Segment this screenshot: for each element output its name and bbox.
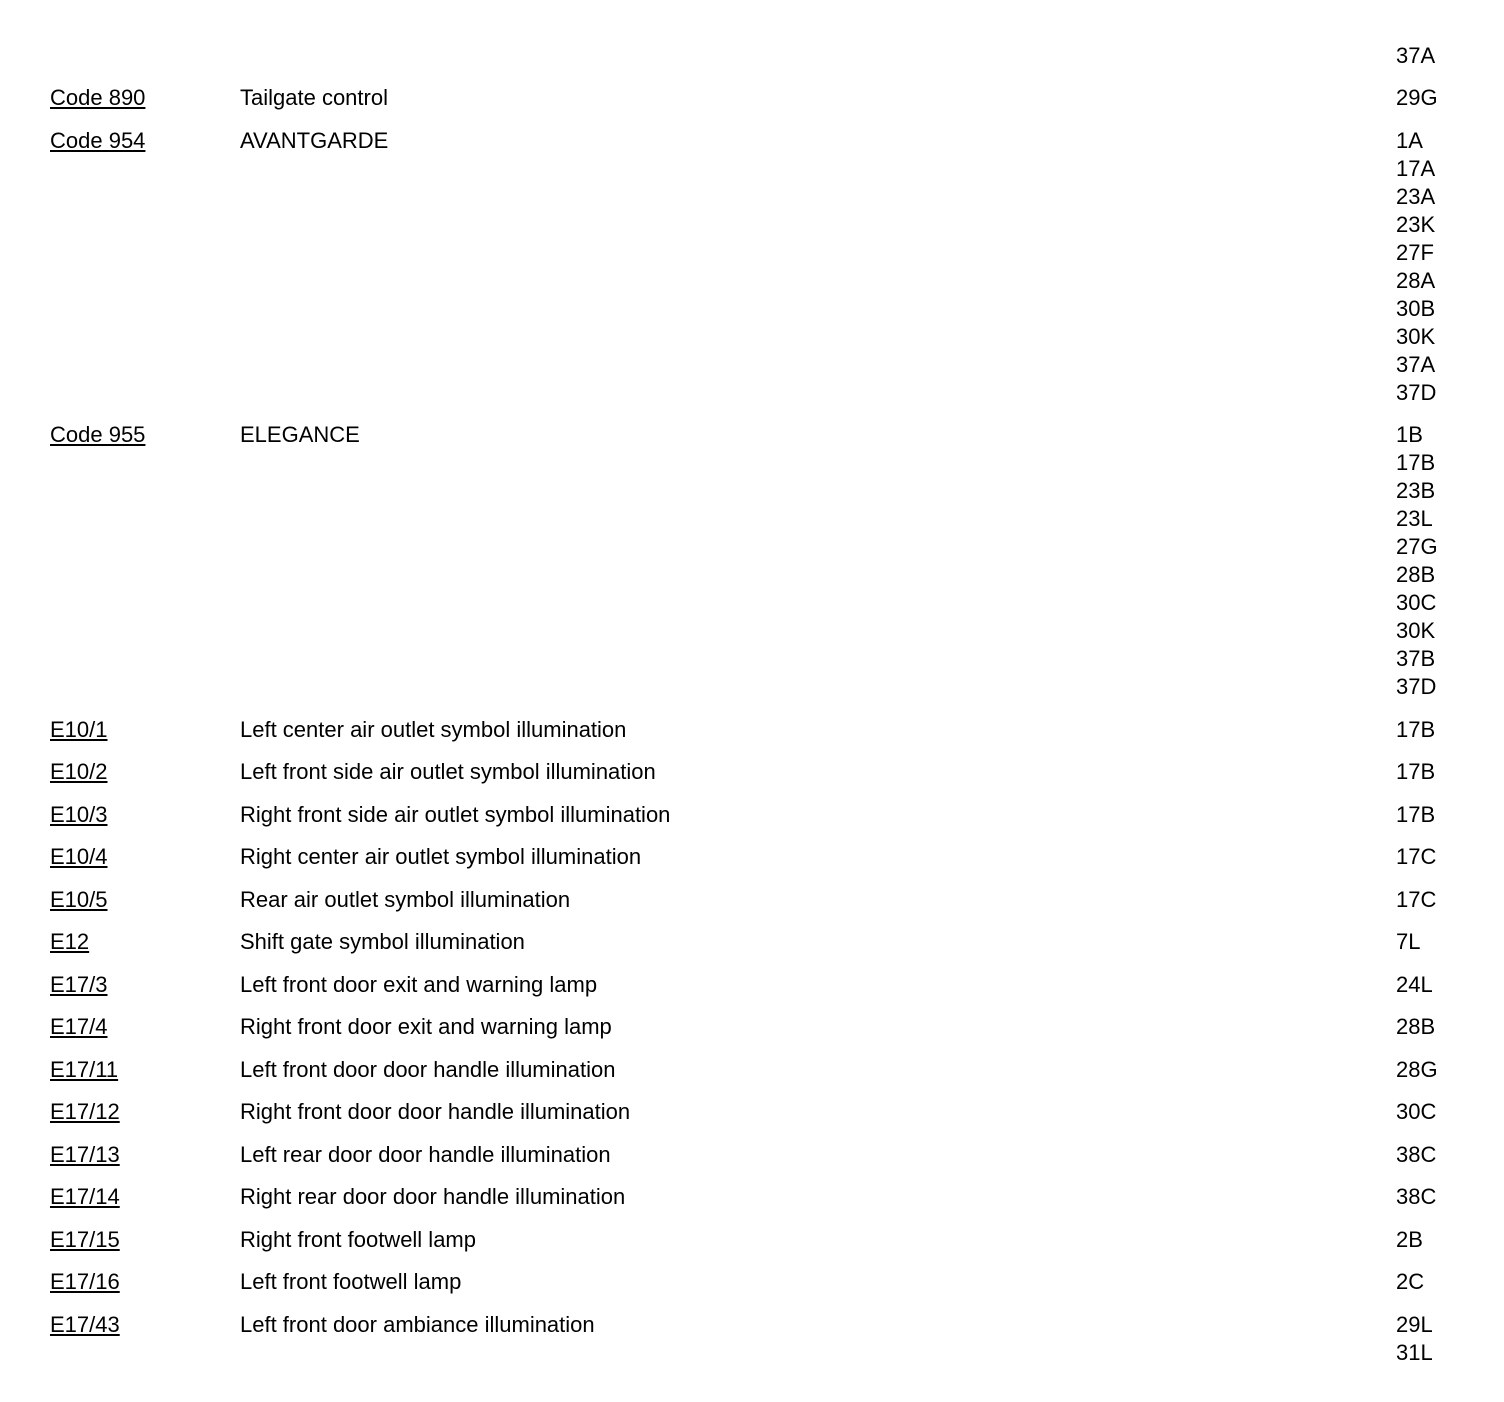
component-code-link[interactable]: E17/43 xyxy=(50,1311,120,1337)
reference-value: 38C xyxy=(1396,1184,1437,1209)
reference-value: 1A xyxy=(1396,127,1423,153)
reference-value: 1B xyxy=(1396,422,1423,447)
index-entry xyxy=(0,1141,1504,1169)
component-index-list xyxy=(0,84,1504,1381)
continued-references xyxy=(1396,42,1435,70)
reference-value: 37A xyxy=(1396,43,1436,68)
reference-list xyxy=(1396,1226,1504,1254)
component-code-link[interactable]: Code 955 xyxy=(50,422,146,447)
component-description: Right center air outlet symbol illumination xyxy=(240,844,642,869)
component-code-link[interactable]: E10/2 xyxy=(50,759,108,784)
reference-value: 23A xyxy=(1396,183,1436,209)
reference-value: 23L xyxy=(1396,506,1433,531)
reference-value: 29G xyxy=(1396,85,1438,110)
component-description: Right front footwell lamp xyxy=(240,1226,476,1252)
reference-value: 17B xyxy=(1396,801,1436,827)
component-code-link[interactable]: E17/11 xyxy=(50,1056,119,1082)
component-description: AVANTGARDE xyxy=(240,127,389,153)
index-entry xyxy=(0,843,1504,871)
reference-list xyxy=(1396,1098,1504,1126)
component-description: Right front door door handle illumination xyxy=(240,1099,631,1124)
reference-list xyxy=(1396,84,1504,112)
reference-list xyxy=(1396,1183,1504,1211)
reference-value: 29L xyxy=(1396,1311,1433,1337)
component-code-link[interactable]: E17/15 xyxy=(50,1226,120,1252)
reference-list xyxy=(1396,843,1504,871)
component-code-link[interactable]: E10/4 xyxy=(50,844,108,869)
component-code-link[interactable]: E10/1 xyxy=(50,716,108,742)
component-code-link[interactable]: E17/13 xyxy=(50,1141,120,1167)
index-entry xyxy=(0,1056,1504,1084)
component-description: Left rear door door handle illumination xyxy=(240,1141,611,1167)
reference-list xyxy=(1396,971,1504,999)
component-description: Tailgate control xyxy=(240,85,388,110)
component-description: Left front door exit and warning lamp xyxy=(240,971,598,997)
reference-value: 2B xyxy=(1396,1226,1423,1252)
component-description: Left front door ambiance illumination xyxy=(240,1311,595,1337)
component-description: Right front door exit and warning lamp xyxy=(240,1014,612,1039)
reference-list xyxy=(1396,1141,1504,1169)
index-entry xyxy=(0,1013,1504,1041)
reference-value: 17A xyxy=(1396,155,1436,181)
reference-list xyxy=(1396,886,1504,914)
reference-value: 30C xyxy=(1396,1099,1437,1124)
index-entry xyxy=(0,1098,1504,1126)
index-entry xyxy=(0,1311,1504,1367)
reference-list xyxy=(1396,758,1504,786)
component-description: Right rear door door handle illumination xyxy=(240,1184,626,1209)
index-entry xyxy=(0,127,1504,407)
reference-value: 30B xyxy=(1396,295,1436,321)
component-description: Rear air outlet symbol illumination xyxy=(240,886,571,912)
reference-value: 30K xyxy=(1396,618,1436,643)
component-description: Left front side air outlet symbol illumination xyxy=(240,759,656,784)
reference-list xyxy=(1396,1268,1504,1296)
reference-value: 31L xyxy=(1396,1339,1433,1365)
reference-list xyxy=(1396,1056,1504,1084)
component-code-link[interactable]: E10/5 xyxy=(50,886,108,912)
component-description: Left front footwell lamp xyxy=(240,1269,462,1294)
reference-value: 23K xyxy=(1396,211,1436,237)
index-entry xyxy=(0,928,1504,956)
reference-value: 28A xyxy=(1396,267,1436,293)
component-code-link[interactable]: Code 890 xyxy=(50,85,146,110)
reference-value: 28B xyxy=(1396,562,1436,587)
component-code-link[interactable]: E17/4 xyxy=(50,1014,108,1039)
component-code-link[interactable]: E17/14 xyxy=(50,1184,120,1209)
component-code-link[interactable]: E10/3 xyxy=(50,801,108,827)
component-code-link[interactable]: E17/12 xyxy=(50,1099,120,1124)
reference-value: 30K xyxy=(1396,323,1436,349)
reference-value: 17C xyxy=(1396,844,1437,869)
index-entry xyxy=(0,758,1504,786)
reference-value: 37D xyxy=(1396,379,1437,405)
component-code-link[interactable]: Code 954 xyxy=(50,127,146,153)
reference-value: 23B xyxy=(1396,478,1436,503)
reference-value: 17B xyxy=(1396,450,1436,475)
component-code-link[interactable]: E12 xyxy=(50,929,90,954)
component-code-link[interactable]: E17/3 xyxy=(50,971,108,997)
component-code-link[interactable]: E17/16 xyxy=(50,1269,120,1294)
component-description: Right front side air outlet symbol illumination xyxy=(240,801,671,827)
reference-value: 17C xyxy=(1396,886,1437,912)
reference-value: 37D xyxy=(1396,674,1437,699)
reference-list xyxy=(1396,1311,1504,1367)
component-description: Left front door door handle illumination xyxy=(240,1056,616,1082)
reference-value: 2C xyxy=(1396,1269,1425,1294)
reference-value: 30C xyxy=(1396,590,1437,615)
reference-value: 28G xyxy=(1396,1056,1438,1082)
reference-list xyxy=(1396,716,1504,744)
reference-value: 17B xyxy=(1396,716,1436,742)
component-description: Shift gate symbol illumination xyxy=(240,929,525,954)
reference-value: 37B xyxy=(1396,646,1436,671)
index-entry xyxy=(0,1226,1504,1254)
reference-value: 38C xyxy=(1396,1141,1437,1167)
component-description: ELEGANCE xyxy=(240,422,360,447)
reference-value: 24L xyxy=(1396,971,1433,997)
reference-value: 27G xyxy=(1396,534,1438,559)
index-entry xyxy=(0,1268,1504,1296)
index-entry xyxy=(0,801,1504,829)
reference-value: 27F xyxy=(1396,239,1434,265)
component-description: Left center air outlet symbol illumination xyxy=(240,716,627,742)
reference-value: 37A xyxy=(1396,351,1436,377)
reference-list xyxy=(1396,421,1504,701)
reference-list xyxy=(1396,1013,1504,1041)
reference-value: 17B xyxy=(1396,759,1436,784)
index-entry xyxy=(0,421,1504,701)
index-entry xyxy=(0,716,1504,744)
reference-list xyxy=(1396,801,1504,829)
index-entry xyxy=(0,1183,1504,1211)
reference-value: 28B xyxy=(1396,1014,1436,1039)
index-entry xyxy=(0,971,1504,999)
reference-list xyxy=(1396,127,1504,407)
index-entry xyxy=(0,84,1504,112)
reference-list xyxy=(1396,928,1504,956)
index-entry xyxy=(0,886,1504,914)
reference-value: 7L xyxy=(1396,929,1421,954)
